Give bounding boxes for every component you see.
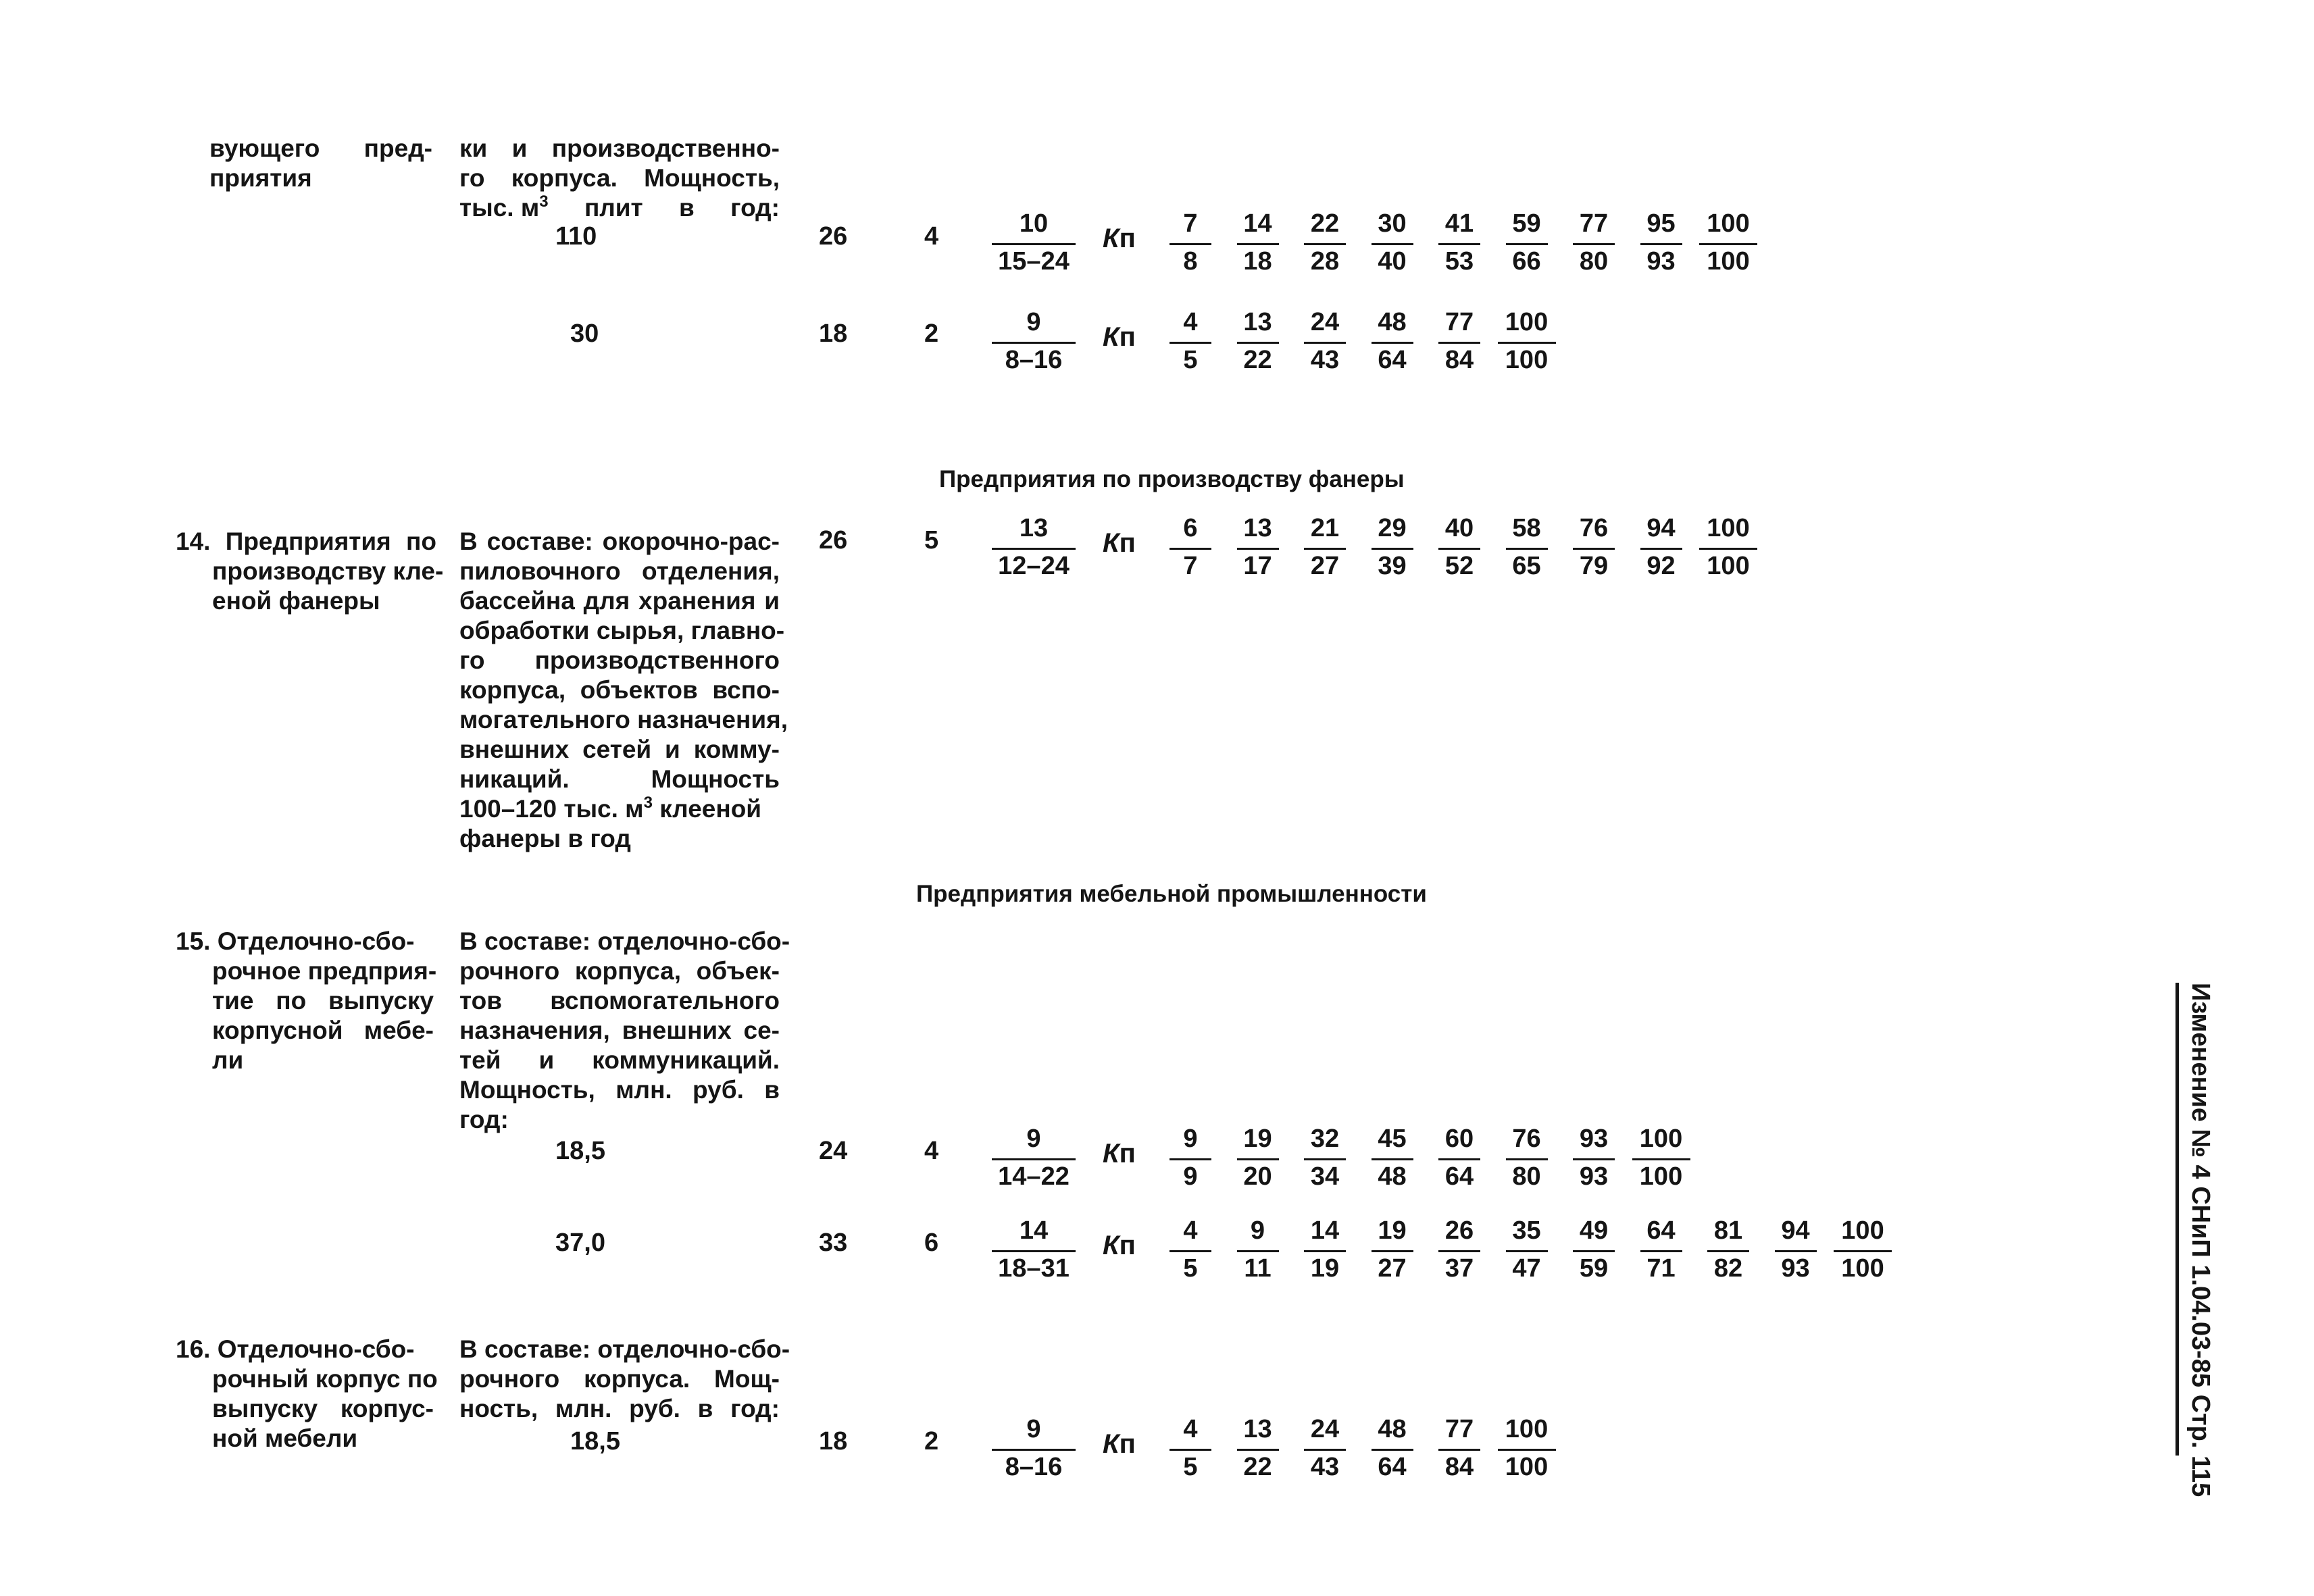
numerator: 76 [1579, 514, 1609, 542]
fraction-bar [1438, 1250, 1480, 1252]
denominator: 65 [1512, 552, 1541, 580]
numerator: 10 [1019, 209, 1049, 238]
numerator: 60 [1444, 1125, 1474, 1153]
text-line: 15. Отделочно-сбо- [176, 927, 415, 955]
text-line: год: [459, 1106, 509, 1133]
denominator: 37 [1444, 1254, 1474, 1283]
fraction-bar [1237, 1250, 1279, 1252]
denominator: 48 [1378, 1162, 1407, 1191]
numerator: 26 [1444, 1216, 1474, 1245]
denominator: 22 [1243, 1453, 1272, 1481]
denominator: 79 [1579, 552, 1609, 580]
value-col-b: 2 [924, 1427, 939, 1456]
denominator: 43 [1310, 1453, 1340, 1481]
fraction-bar [1573, 548, 1615, 550]
text-line: рочного корпуса, объек- [459, 957, 780, 985]
kp-label [1103, 322, 1136, 352]
kp-label [1103, 1139, 1136, 1168]
numerator: 59 [1512, 209, 1541, 238]
text-line: рочный корпус по [212, 1365, 438, 1393]
capacity-value: 37,0 [555, 1229, 605, 1257]
numerator: 58 [1512, 514, 1541, 542]
denominator: 84 [1444, 346, 1474, 374]
denominator: 8–16 [1005, 346, 1063, 374]
numerator: 49 [1579, 1216, 1609, 1245]
denominator: 93 [1579, 1162, 1609, 1191]
numerator: 9 [1026, 1125, 1041, 1153]
numerator: 9 [1026, 1415, 1041, 1443]
numerator: 100 [1707, 209, 1750, 238]
fraction-bar [1169, 342, 1211, 344]
fraction-bar [1169, 1250, 1211, 1252]
text-line: ли [212, 1046, 244, 1074]
capacity-value: 110 [555, 222, 597, 251]
denominator: 71 [1646, 1254, 1676, 1283]
fraction-bar [1775, 1250, 1817, 1252]
kp-subscript: п [1119, 224, 1136, 253]
denominator: 93 [1781, 1254, 1810, 1283]
fraction-bar [1169, 243, 1211, 245]
numerator: 9 [1183, 1125, 1198, 1153]
fraction-bar [1304, 1449, 1346, 1451]
kp-subscript: п [1119, 528, 1136, 558]
fraction-bar [1707, 1250, 1749, 1252]
denominator: 14–22 [998, 1162, 1070, 1191]
fraction-bar [1169, 1158, 1211, 1160]
numerator: 100 [1707, 514, 1750, 542]
page-running-header: Изменение № 4 СНиП 1.04.03-85 Стр. 115 [2175, 983, 2219, 1456]
text-line: вующего пред- [209, 134, 432, 162]
numerator: 7 [1183, 209, 1198, 238]
kp-letter: К [1103, 1429, 1120, 1459]
fraction-bar [1372, 243, 1413, 245]
item-continuation-desc [459, 134, 780, 223]
kp-label [1103, 1429, 1136, 1459]
fraction-bar [1372, 1449, 1413, 1451]
denominator: 43 [1310, 346, 1340, 374]
denominator: 64 [1378, 1453, 1407, 1481]
item-15-title [176, 927, 437, 1075]
kp-subscript: п [1119, 1429, 1136, 1459]
text-line: ной мебели [212, 1424, 358, 1452]
item-continuation-title [209, 134, 432, 193]
numerator: 13 [1019, 514, 1049, 542]
numerator: 48 [1378, 308, 1407, 336]
text-line: 14. Предприятия по [176, 527, 436, 555]
text-line: корпусной мебе- [212, 1016, 434, 1044]
text-line: рочного корпуса. Мощ- [459, 1365, 780, 1393]
fraction-bar [992, 243, 1076, 245]
numerator: 94 [1646, 514, 1676, 542]
text-line: В составе: окорочно-рас- [459, 527, 780, 555]
text-line: могательного назначения, [459, 706, 788, 733]
value-col-a: 18 [819, 1427, 848, 1456]
section-heading: Предприятия по производству фанеры [939, 466, 1405, 492]
text-line: производству кле- [212, 557, 444, 585]
denominator: 100 [1639, 1162, 1683, 1191]
value-col-b: 4 [924, 222, 939, 251]
fraction-bar [1438, 243, 1480, 245]
numerator: 77 [1579, 209, 1609, 238]
numerator: 13 [1243, 308, 1272, 336]
text-line: еной фанеры [212, 587, 380, 615]
text-line: Мощность, млн. руб. в [459, 1076, 780, 1104]
fraction-bar [1573, 1158, 1615, 1160]
numerator: 6 [1183, 514, 1198, 542]
numerator: 64 [1646, 1216, 1676, 1245]
fraction-bar [1573, 1250, 1615, 1252]
fraction-bar [1304, 548, 1346, 550]
fraction-bar [1573, 243, 1615, 245]
numerator: 100 [1841, 1216, 1884, 1245]
fraction-bar [992, 1250, 1076, 1252]
numerator: 9 [1250, 1216, 1265, 1245]
fraction-bar [1438, 1449, 1480, 1451]
text-line: назначения, внешних се- [459, 1016, 780, 1044]
fraction-bar [1506, 243, 1548, 245]
numerator: 100 [1639, 1125, 1683, 1153]
numerator: 32 [1310, 1125, 1340, 1153]
item-14-title [176, 527, 444, 616]
fraction-bar [1438, 548, 1480, 550]
denominator: 34 [1310, 1162, 1340, 1191]
numerator: 77 [1444, 1415, 1474, 1443]
denominator: 22 [1243, 346, 1272, 374]
numerator: 48 [1378, 1415, 1407, 1443]
section-heading: Предприятия мебельной промышленности [916, 881, 1427, 907]
denominator: 20 [1243, 1162, 1272, 1191]
denominator: 64 [1378, 346, 1407, 374]
fraction-bar [1438, 1158, 1480, 1160]
kp-label [1103, 1231, 1136, 1260]
denominator: 84 [1444, 1453, 1474, 1481]
numerator: 35 [1512, 1216, 1541, 1245]
kp-subscript: п [1119, 322, 1136, 352]
denominator: 5 [1183, 346, 1198, 374]
numerator: 41 [1444, 209, 1474, 238]
denominator: 100 [1841, 1254, 1884, 1283]
denominator: 66 [1512, 247, 1541, 276]
text-line: приятия [209, 164, 312, 192]
kp-subscript: п [1119, 1139, 1136, 1168]
numerator: 14 [1243, 209, 1272, 238]
text-line: тие по выпуску [212, 987, 434, 1014]
numerator: 4 [1183, 1415, 1198, 1443]
denominator: 100 [1707, 552, 1750, 580]
numerator: 21 [1310, 514, 1340, 542]
fraction-bar [1304, 243, 1346, 245]
denominator: 100 [1505, 346, 1549, 374]
fraction-bar [1640, 243, 1682, 245]
denominator: 59 [1579, 1254, 1609, 1283]
numerator: 95 [1646, 209, 1676, 238]
numerator: 93 [1579, 1125, 1609, 1153]
fraction-bar [1506, 1158, 1548, 1160]
text-word: тыс. $м^3$ [459, 192, 549, 222]
denominator: 12–24 [998, 552, 1070, 580]
text-line: выпуску корпус- [212, 1395, 434, 1422]
denominator: 8 [1183, 247, 1198, 276]
kp-letter: К [1103, 1139, 1120, 1168]
numerator: 14 [1310, 1216, 1340, 1245]
denominator: 5 [1183, 1453, 1198, 1481]
denominator: 18–31 [998, 1254, 1070, 1283]
denominator: 11 [1244, 1254, 1272, 1283]
text-line: фанеры в год [459, 825, 631, 852]
text-line: го производственного [459, 646, 780, 674]
kp-letter: К [1103, 322, 1120, 352]
text-line: корпуса, объектов вспо- [459, 676, 780, 704]
fraction-bar [1304, 342, 1346, 344]
numerator: 40 [1444, 514, 1474, 542]
numerator: 9 [1026, 308, 1041, 336]
text-line: 16. Отделочно-сбо- [176, 1335, 415, 1363]
numerator: 94 [1781, 1216, 1810, 1245]
text-line: В составе: отделочно-сбо- [459, 927, 790, 955]
kp-label [1103, 528, 1136, 558]
denominator: 53 [1444, 247, 1474, 276]
text-line [459, 193, 780, 223]
fraction-bar [1699, 548, 1757, 550]
kp-letter: К [1103, 1231, 1120, 1260]
value-col-a: 33 [819, 1229, 848, 1257]
fraction-bar [1640, 1250, 1682, 1252]
fraction-bar [1372, 548, 1413, 550]
denominator: 15–24 [998, 247, 1070, 276]
item-14-desc [459, 527, 788, 854]
numerator: 22 [1310, 209, 1340, 238]
denominator: 27 [1378, 1254, 1407, 1283]
numerator: 14 [1019, 1216, 1049, 1245]
fraction-bar [1304, 1158, 1346, 1160]
denominator: 39 [1378, 552, 1407, 580]
numerator: 24 [1310, 1415, 1340, 1443]
fraction-bar [1438, 342, 1480, 344]
fraction-bar [1237, 243, 1279, 245]
value-col-b: 5 [924, 526, 939, 555]
denominator: 40 [1378, 247, 1407, 276]
denominator: 27 [1310, 552, 1340, 580]
value-col-b: 4 [924, 1137, 939, 1165]
kp-letter: К [1103, 224, 1120, 253]
item-16-title [176, 1335, 438, 1453]
fraction-bar [1237, 342, 1279, 344]
numerator: 45 [1378, 1125, 1407, 1153]
numerator: 13 [1243, 514, 1272, 542]
denominator: 93 [1646, 247, 1676, 276]
denominator: 82 [1713, 1254, 1743, 1283]
denominator: 64 [1444, 1162, 1474, 1191]
text-line: В составе: отделочно-сбо- [459, 1335, 790, 1363]
fraction-bar [1304, 1250, 1346, 1252]
fraction-bar [992, 1158, 1076, 1160]
fraction-bar [1169, 548, 1211, 550]
fraction-bar [992, 342, 1076, 344]
text-line: тов вспомогательного [459, 987, 780, 1014]
superscript: 3 [539, 192, 549, 211]
numerator: 24 [1310, 308, 1340, 336]
value-col-a: 18 [819, 319, 848, 348]
fraction-bar [1506, 548, 1548, 550]
numerator: 76 [1512, 1125, 1541, 1153]
fraction-bar [1237, 548, 1279, 550]
fraction-bar [992, 548, 1076, 550]
denominator: 8–16 [1005, 1453, 1063, 1481]
fraction-bar [1498, 1449, 1556, 1451]
item-16-desc [459, 1335, 790, 1424]
text-line: пиловочного отделения, [459, 557, 780, 585]
numerator: 13 [1243, 1415, 1272, 1443]
fraction-bar [1632, 1158, 1690, 1160]
value-col-b: 2 [924, 319, 939, 348]
numerator: 4 [1183, 1216, 1198, 1245]
fraction-bar [1372, 1158, 1413, 1160]
superscript: 3 [643, 794, 653, 812]
text-line: рочное предприя- [212, 957, 437, 985]
capacity-value: 18,5 [570, 1427, 620, 1456]
value-col-b: 6 [924, 1229, 939, 1257]
text-word: в [679, 194, 695, 222]
denominator: 17 [1243, 552, 1272, 580]
capacity-value: 30 [570, 319, 599, 348]
kp-label [1103, 224, 1136, 253]
denominator: 80 [1512, 1162, 1541, 1191]
text-line: бассейна для хранения и [459, 587, 780, 615]
numerator: 30 [1378, 209, 1407, 238]
fraction-bar [1169, 1449, 1211, 1451]
denominator: 92 [1646, 552, 1676, 580]
capacity-value: 18,5 [555, 1137, 605, 1165]
numerator: 29 [1378, 514, 1407, 542]
text-line: 100–120 тыс. $м^3$ клееной [459, 794, 762, 823]
numerator: 19 [1243, 1125, 1272, 1153]
denominator: 18 [1243, 247, 1272, 276]
denominator: 52 [1444, 552, 1474, 580]
kp-letter: К [1103, 528, 1120, 558]
text-word: год: [730, 194, 780, 222]
denominator: 5 [1183, 1254, 1198, 1283]
fraction-bar [1834, 1250, 1892, 1252]
numerator: 81 [1713, 1216, 1743, 1245]
fraction-bar [1506, 1250, 1548, 1252]
denominator: 80 [1579, 247, 1609, 276]
value-col-a: 24 [819, 1137, 848, 1165]
item-15-desc [459, 927, 790, 1135]
numerator: 19 [1378, 1216, 1407, 1245]
numerator: 4 [1183, 308, 1198, 336]
fraction-bar [1237, 1449, 1279, 1451]
fraction-bar [992, 1449, 1076, 1451]
text-line: обработки сырья, главно- [459, 617, 785, 644]
fraction-bar [1498, 342, 1556, 344]
fraction-bar [1640, 548, 1682, 550]
denominator: 47 [1512, 1254, 1541, 1283]
value-col-a: 26 [819, 222, 848, 251]
denominator: 9 [1183, 1162, 1198, 1191]
text-line: внешних сетей и комму- [459, 736, 780, 763]
denominator: 100 [1505, 1453, 1549, 1481]
text-line: го корпуса. Мощность, [459, 164, 780, 192]
numerator: 100 [1505, 308, 1549, 336]
denominator: 19 [1310, 1254, 1340, 1283]
numerator: 100 [1505, 1415, 1549, 1443]
denominator: 100 [1707, 247, 1750, 276]
fraction-bar [1699, 243, 1757, 245]
text-line: никаций. Мощность [459, 765, 780, 793]
text-word: плит [584, 194, 643, 222]
text-line: ки и производственно- [459, 134, 780, 162]
fraction-bar [1372, 342, 1413, 344]
fraction-bar [1372, 1250, 1413, 1252]
value-col-a: 26 [819, 526, 848, 555]
text-line: тей и коммуникаций. [459, 1046, 780, 1074]
numerator: 77 [1444, 308, 1474, 336]
fraction-bar [1237, 1158, 1279, 1160]
denominator: 7 [1183, 552, 1198, 580]
kp-subscript: п [1119, 1231, 1136, 1260]
text-line: ность, млн. руб. в год: [459, 1395, 780, 1422]
denominator: 28 [1310, 247, 1340, 276]
